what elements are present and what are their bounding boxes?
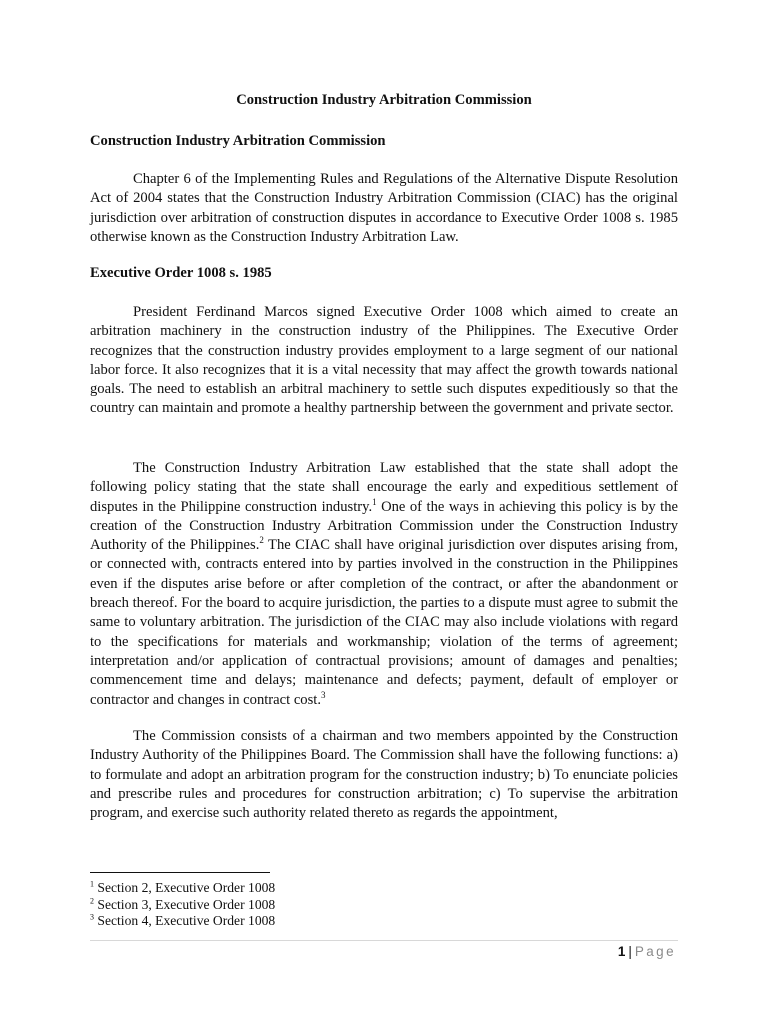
footnote-text: Section 2, Executive Order 1008 xyxy=(97,880,276,895)
footnote-ref-1[interactable]: 1 xyxy=(372,496,377,507)
footnote-ref-2[interactable]: 2 xyxy=(259,535,264,546)
paragraph-text-part: One of the ways in achieving this policy is by the creation of the Construction Industry Arbitration Commission under the Construction Industry Authority of the Philippines. xyxy=(90,498,678,554)
section-heading-ciac: Construction Industry Arbitration Commission xyxy=(90,133,386,149)
footnote-ref-3[interactable]: 3 xyxy=(320,689,326,700)
paragraph-text-part: The Construction Industry Arbitration Law established that the state shall adopt the following policy stating that the state shall encourage the early and expeditious settlement of disputes in the Philippine construction industry. xyxy=(90,460,678,515)
footnote-number: 2 xyxy=(90,895,94,905)
footnote-2 xyxy=(90,897,275,914)
footnote-text: Section 4, Executive Order 1008 xyxy=(97,913,276,928)
footnote-text: Section 3, Executive Order 1008 xyxy=(97,896,276,912)
section-heading-eo1008: Executive Order 1008 s. 1985 xyxy=(90,265,272,281)
page-number-footer xyxy=(618,944,676,959)
page-number: 1 xyxy=(617,944,626,959)
footnote-number: 1 xyxy=(90,879,94,889)
footnote-divider xyxy=(90,872,270,873)
paragraph-eo-signing: President Ferdinand Marcos signed Executive Order 1008 which aimed to create an arbitration machinery in the construction industry of the Philippines. The Executive Order recognizes that the construction industry provides employment to a large segment of our national labor force. It also recognizes that it is a vital necessity that may affect the growth towards national goals. The need to establish an arbitral machinery to settle such disputes expeditiously so that the country can maintain and promote a healthy partnership between the government and private sector. xyxy=(90,304,678,417)
paragraph-arbitration-law xyxy=(90,459,678,710)
footnote-3 xyxy=(90,913,275,930)
footnotes xyxy=(90,880,275,930)
page-separator: | xyxy=(628,944,632,959)
footnote-1 xyxy=(90,880,275,897)
page-word: Page xyxy=(634,944,676,959)
paragraph-commission-functions: The Commission consists of a chairman and two members appointed by the Construction Industry Authority of the Philippines Board. The Commission shall have the following functions: a) to formulate and adopt an arbitration program for the construction industry; b) To enunciate policies and prescribe rules and procedures for construction arbitration; c) To supervise the arbitration program, and exercise such authority related thereto as regards the appointment, xyxy=(90,728,678,822)
paragraph-text-part: The CIAC shall have original jurisdiction over disputes arising from, or connected with, contracts entered into by parties involved in the construction in the Philippines even if the disputes arise before or after completion of the contract, or after the abandonment or breach thereof. For the board to acquire jurisdiction, the parties to a dispute must agree to submit the same to voluntary arbitration. The jurisdiction of the CIAC may also include violations with regard to the specifications for materials and workmanship; violation of the terms of agreement; interpretation and/or application of contractual provisions; amount of damages and penalties; commencement time and delays; maintenance and defects; payment, default of employer or contractor and changes in contract cost. xyxy=(90,537,678,708)
footer-divider xyxy=(90,940,678,941)
document-title: Construction Industry Arbitration Commission xyxy=(236,92,532,108)
footnote-number: 3 xyxy=(90,912,94,922)
paragraph-ciac-intro: Chapter 6 of the Implementing Rules and Regulations of the Alternative Dispute Resolution Act of 2004 states that the Construction Industry Arbitration Commission (CIAC) has the original jurisdiction over arbitration of construction disputes in accordance to Executive Order 1008 s. 1985 otherwise known as the Construction Industry Arbitration Law. xyxy=(90,171,678,245)
